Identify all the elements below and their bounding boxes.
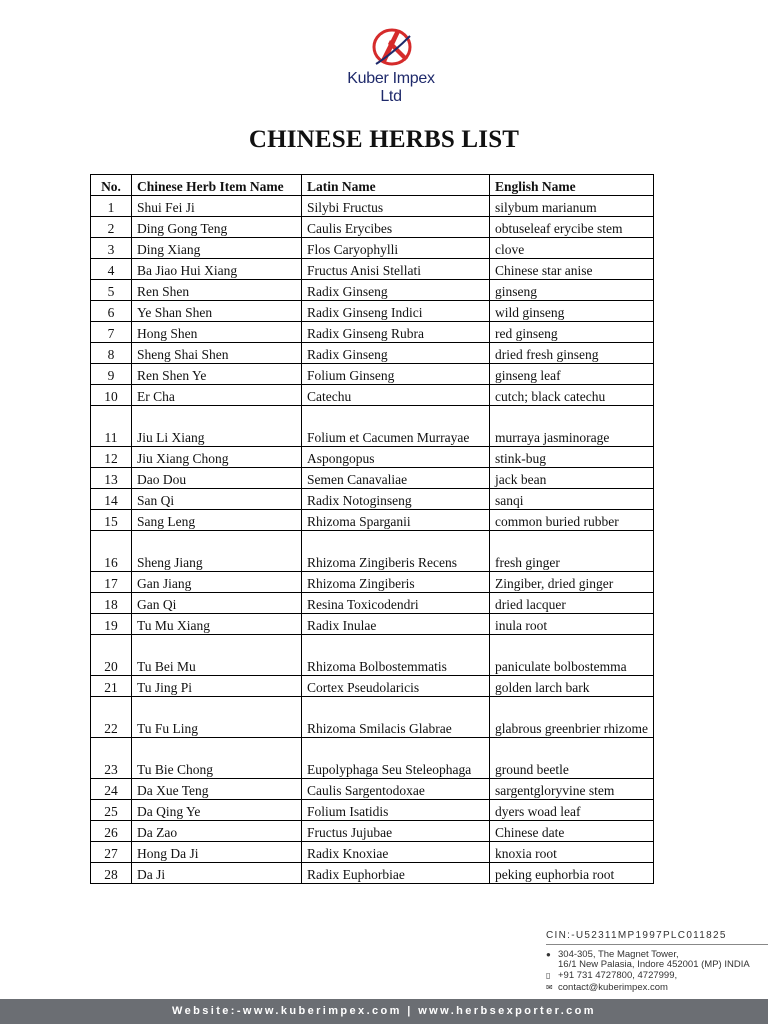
cell-no: 11 [91, 406, 132, 447]
header-chinese-name: Chinese Herb Item Name [132, 175, 302, 196]
table-row [91, 635, 654, 676]
cell-latin-name: Folium Ginseng [302, 364, 490, 385]
address-line-1: 304-305, The Magnet Tower, [558, 949, 679, 960]
cell-english-name: golden larch bark [490, 676, 654, 697]
cell-english-name: ginseng [490, 280, 654, 301]
cell-chinese-name: Tu Jing Pi [132, 676, 302, 697]
cell-chinese-name: Ren Shen Ye [132, 364, 302, 385]
cell-latin-name: Cortex Pseudolaricis [302, 676, 490, 697]
table-row [91, 593, 654, 614]
table-row [91, 697, 654, 738]
table-row [91, 779, 654, 800]
cell-english-name: wild ginseng [490, 301, 654, 322]
table-body [91, 196, 654, 884]
cell-no: 21 [91, 676, 132, 697]
cell-chinese-name: Da Zao [132, 821, 302, 842]
phone-icon: ▯ [546, 971, 551, 980]
cell-english-name: clove [490, 238, 654, 259]
cell-chinese-name: Da Xue Teng [132, 779, 302, 800]
cell-english-name: sanqi [490, 489, 654, 510]
cell-latin-name: Caulis Sargentodoxae [302, 779, 490, 800]
table-row [91, 800, 654, 821]
cell-latin-name: Rhizoma Zingiberis [302, 572, 490, 593]
cell-english-name: stink-bug [490, 447, 654, 468]
table-row [91, 196, 654, 217]
cell-no: 26 [91, 821, 132, 842]
cell-latin-name: Rhizoma Smilacis Glabrae [302, 697, 490, 738]
herbs-table [90, 174, 654, 884]
cell-english-name: dyers woad leaf [490, 800, 654, 821]
table-row [91, 468, 654, 489]
cell-no: 15 [91, 510, 132, 531]
page-title: CHINESE HERBS LIST [248, 126, 520, 153]
cin-number: CIN:-U52311MP1997PLC011825 [546, 930, 727, 941]
cell-english-name: dried lacquer [490, 593, 654, 614]
cell-chinese-name: San Qi [132, 489, 302, 510]
cell-latin-name: Rhizoma Sparganii [302, 510, 490, 531]
email-address[interactable]: contact@kuberimpex.com [558, 982, 668, 993]
cell-chinese-name: Da Qing Ye [132, 800, 302, 821]
cell-latin-name: Aspongopus [302, 447, 490, 468]
table-row [91, 343, 654, 364]
cell-no: 23 [91, 738, 132, 779]
cell-english-name: jack bean [490, 468, 654, 489]
cell-latin-name: Radix Ginseng Indici [302, 301, 490, 322]
header-no: No. [91, 175, 132, 196]
cell-latin-name: Fructus Jujubae [302, 821, 490, 842]
cell-no: 25 [91, 800, 132, 821]
cell-no: 18 [91, 593, 132, 614]
location-pin-icon: ● [546, 950, 551, 959]
cell-english-name: cutch; black catechu [490, 385, 654, 406]
cell-no: 3 [91, 238, 132, 259]
cell-no: 19 [91, 614, 132, 635]
cell-chinese-name: Jiu Li Xiang [132, 406, 302, 447]
table-row [91, 676, 654, 697]
cell-english-name: Zingiber, dried ginger [490, 572, 654, 593]
table-row [91, 217, 654, 238]
email-icon: ✉ [546, 983, 553, 992]
cell-chinese-name: Shui Fei Ji [132, 196, 302, 217]
table-row [91, 280, 654, 301]
table-row [91, 406, 654, 447]
table-row [91, 385, 654, 406]
cell-latin-name: Radix Notoginseng [302, 489, 490, 510]
cell-no: 28 [91, 863, 132, 884]
cell-english-name: red ginseng [490, 322, 654, 343]
table-row [91, 572, 654, 593]
cell-english-name: silybum marianum [490, 196, 654, 217]
cell-latin-name: Rhizoma Zingiberis Recens [302, 531, 490, 572]
cell-english-name: Chinese star anise [490, 259, 654, 280]
cell-latin-name: Silybi Fructus [302, 196, 490, 217]
table-row [91, 322, 654, 343]
cell-english-name: common buried rubber [490, 510, 654, 531]
cell-no: 7 [91, 322, 132, 343]
logo-emblem-icon [366, 24, 418, 70]
cell-no: 20 [91, 635, 132, 676]
cell-no: 4 [91, 259, 132, 280]
cell-latin-name: Radix Inulae [302, 614, 490, 635]
address-line-2: 16/1 New Palasia, Indore 452001 (MP) INDIA [558, 959, 750, 970]
cell-english-name: obtuseleaf erycibe stem [490, 217, 654, 238]
cell-english-name: inula root [490, 614, 654, 635]
cell-english-name: Chinese date [490, 821, 654, 842]
table-row [91, 863, 654, 884]
cell-chinese-name: Dao Dou [132, 468, 302, 489]
company-name: Kuber Impex Ltd [347, 70, 435, 105]
cell-latin-name: Caulis Erycibes [302, 217, 490, 238]
cell-english-name: dried fresh ginseng [490, 343, 654, 364]
cell-english-name: sargentgloryvine stem [490, 779, 654, 800]
table-row [91, 259, 654, 280]
table-row [91, 447, 654, 468]
cell-chinese-name: Sheng Jiang [132, 531, 302, 572]
cell-no: 17 [91, 572, 132, 593]
cell-latin-name: Radix Ginseng [302, 343, 490, 364]
cell-chinese-name: Tu Bie Chong [132, 738, 302, 779]
cell-no: 16 [91, 531, 132, 572]
cell-chinese-name: Sheng Shai Shen [132, 343, 302, 364]
cell-chinese-name: Hong Shen [132, 322, 302, 343]
cell-latin-name: Folium Isatidis [302, 800, 490, 821]
cell-english-name: glabrous greenbrier rhizome [490, 697, 654, 738]
cell-chinese-name: Jiu Xiang Chong [132, 447, 302, 468]
cell-chinese-name: Hong Da Ji [132, 842, 302, 863]
table-header-row [91, 175, 654, 196]
email [546, 983, 668, 993]
cell-no: 9 [91, 364, 132, 385]
cell-english-name: peking euphorbia root [490, 863, 654, 884]
cell-latin-name: Radix Ginseng Rubra [302, 322, 490, 343]
cell-chinese-name: Er Cha [132, 385, 302, 406]
cell-chinese-name: Ye Shan Shen [132, 301, 302, 322]
table-row [91, 531, 654, 572]
cell-latin-name: Catechu [302, 385, 490, 406]
table-row [91, 364, 654, 385]
table-row [91, 738, 654, 779]
cell-chinese-name: Sang Leng [132, 510, 302, 531]
cell-english-name: knoxia root [490, 842, 654, 863]
cell-chinese-name: Ren Shen [132, 280, 302, 301]
cell-no: 2 [91, 217, 132, 238]
phone-number: +91 731 4727800, 4727999, [558, 970, 678, 981]
cell-latin-name: Folium et Cacumen Murrayae [302, 406, 490, 447]
cell-no: 5 [91, 280, 132, 301]
header-latin-name: Latin Name [302, 175, 490, 196]
cell-latin-name: Fructus Anisi Stellati [302, 259, 490, 280]
cell-english-name: ground beetle [490, 738, 654, 779]
cell-no: 27 [91, 842, 132, 863]
phone [546, 971, 677, 981]
cell-english-name: fresh ginger [490, 531, 654, 572]
cell-no: 10 [91, 385, 132, 406]
divider [546, 944, 768, 945]
cell-chinese-name: Tu Bei Mu [132, 635, 302, 676]
cell-no: 12 [91, 447, 132, 468]
cell-latin-name: Radix Knoxiae [302, 842, 490, 863]
cell-latin-name: Radix Ginseng [302, 280, 490, 301]
footer-bar [0, 999, 768, 1024]
cell-no: 6 [91, 301, 132, 322]
table-row [91, 301, 654, 322]
table-row [91, 510, 654, 531]
cell-chinese-name: Ding Xiang [132, 238, 302, 259]
cell-english-name: paniculate bolbostemma [490, 635, 654, 676]
address [546, 950, 750, 970]
cell-chinese-name: Gan Jiang [132, 572, 302, 593]
cell-english-name: ginseng leaf [490, 364, 654, 385]
cell-chinese-name: Tu Mu Xiang [132, 614, 302, 635]
cell-no: 24 [91, 779, 132, 800]
cell-no: 8 [91, 343, 132, 364]
cell-latin-name: Radix Euphorbiae [302, 863, 490, 884]
cell-chinese-name: Gan Qi [132, 593, 302, 614]
cell-no: 13 [91, 468, 132, 489]
footer-website-links[interactable]: Website:-www.kuberimpex.com | www.herbsexporter.com [172, 1005, 596, 1017]
cell-english-name: murraya jasminorage [490, 406, 654, 447]
cell-latin-name: Semen Canavaliae [302, 468, 490, 489]
cell-chinese-name: Tu Fu Ling [132, 697, 302, 738]
cell-chinese-name: Ba Jiao Hui Xiang [132, 259, 302, 280]
header-english-name: English Name [490, 175, 654, 196]
cell-latin-name: Rhizoma Bolbostemmatis [302, 635, 490, 676]
cell-latin-name: Eupolyphaga Seu Steleophaga [302, 738, 490, 779]
cell-no: 22 [91, 697, 132, 738]
cell-chinese-name: Da Ji [132, 863, 302, 884]
cell-latin-name: Flos Caryophylli [302, 238, 490, 259]
table-row [91, 238, 654, 259]
cell-no: 14 [91, 489, 132, 510]
cell-no: 1 [91, 196, 132, 217]
cell-latin-name: Resina Toxicodendri [302, 593, 490, 614]
table-row [91, 842, 654, 863]
table-row [91, 614, 654, 635]
company-logo [338, 24, 448, 105]
cell-chinese-name: Ding Gong Teng [132, 217, 302, 238]
table-row [91, 489, 654, 510]
table-row [91, 821, 654, 842]
